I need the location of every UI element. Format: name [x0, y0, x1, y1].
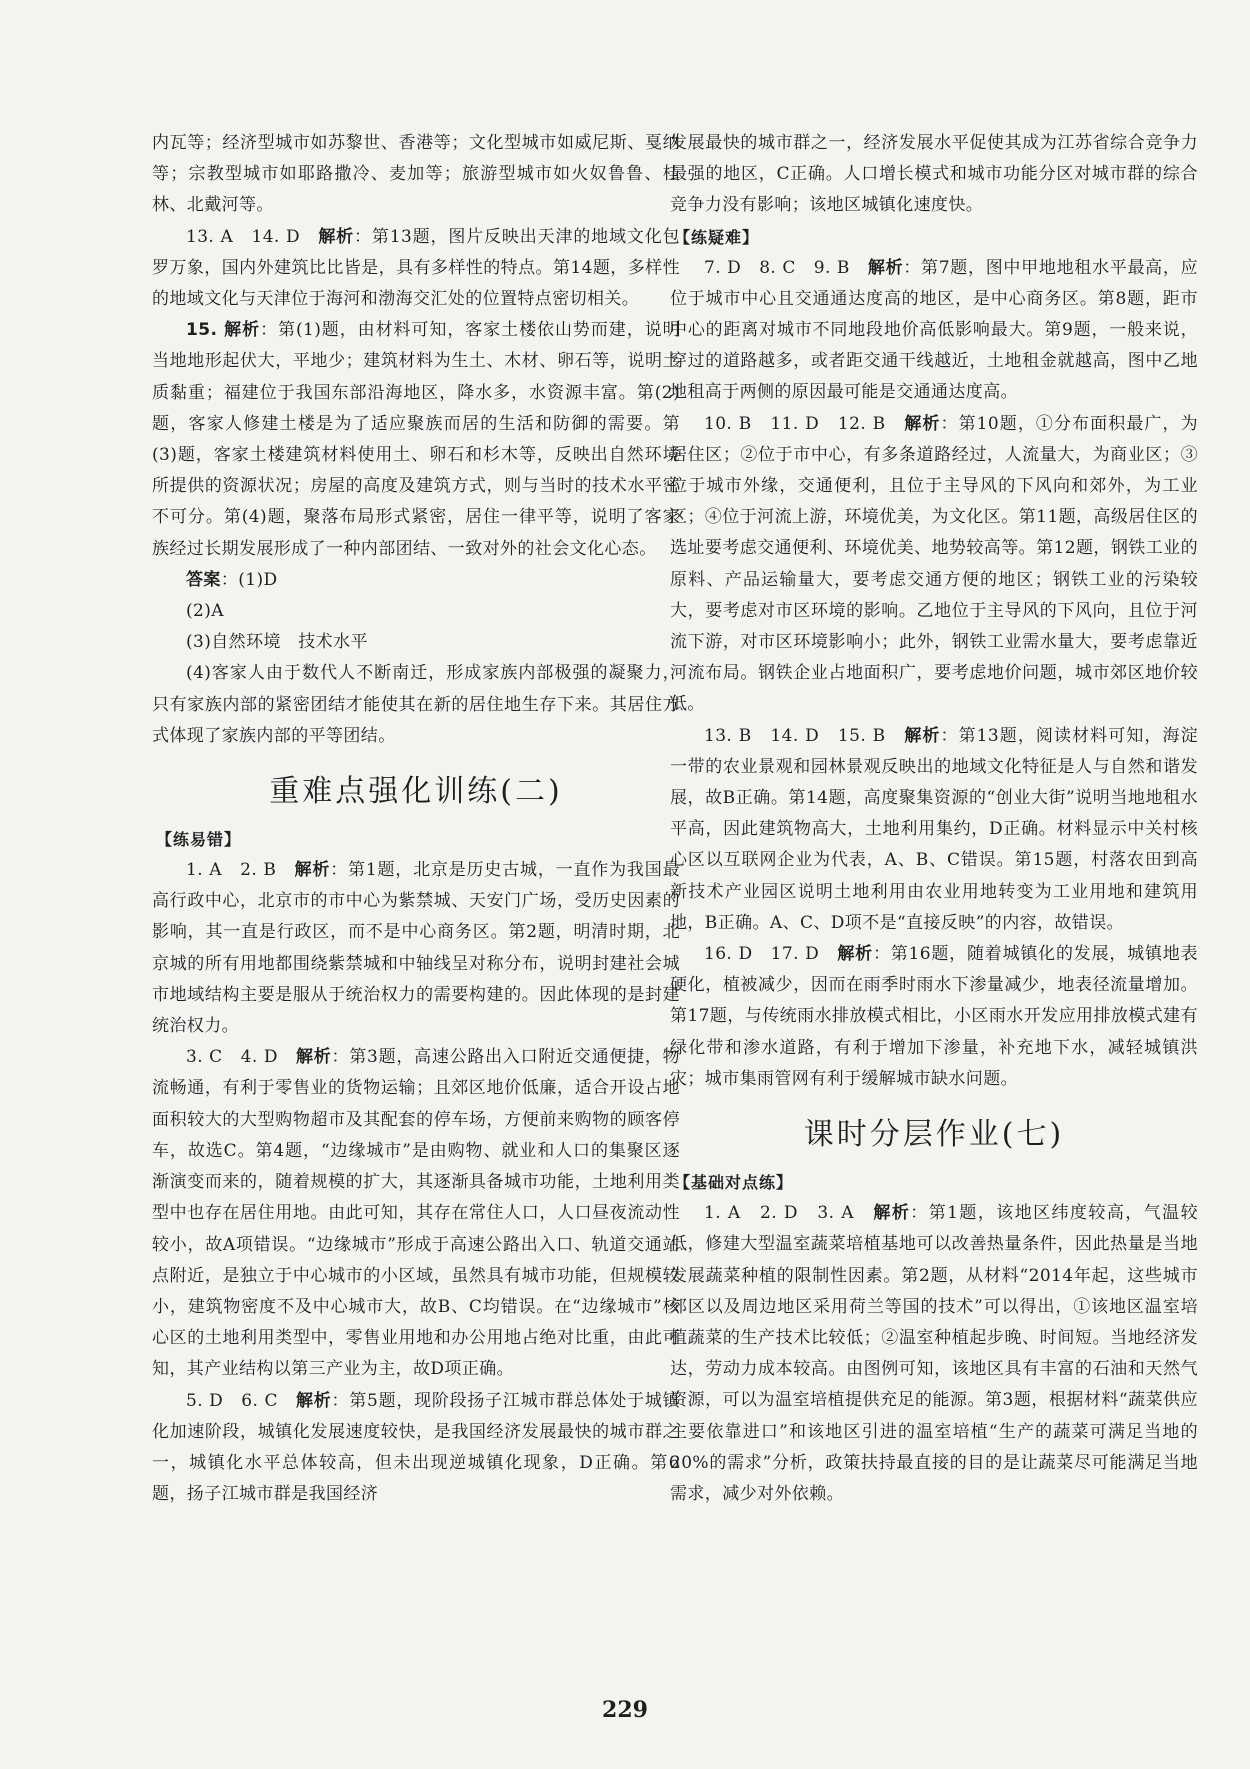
answer-keys: 13. B 14. D 15. B: [704, 725, 886, 746]
section-tag: 【基础对点练】: [674, 1173, 794, 1193]
right-column: [670, 128, 1198, 1510]
paragraph: 内瓦等；经济型城市如苏黎世、香港等；文化型城市如威尼斯、戛纳等；宗教型城市如耶路撒冷、麦加等；旅游型城市如火奴鲁鲁、桂林、北戴河等。: [152, 133, 680, 216]
paragraph: 发展最快的城市群之一，经济发展水平促使其成为江苏省综合竞争力最强的地区，C正确。人口增长模式和城市功能分区对城市群的综合竞争力没有影响；该地区城镇化速度快。: [670, 133, 1198, 216]
analysis-text: ：第16题，随着城镇化的发展，城镇地表硬化，植被减少，因而在雨季时雨水下渗量减少，地表径流量增加。第17题，与传统雨水排放模式相比，小区雨水开发应用排放模式建有绿化带和渗水道路，有利于增加下渗量，补充地下水，减轻城镇洪灾；城市集雨管网有利于缓解城市缺水问题。: [670, 944, 1198, 1089]
answer-text: ：(1)D: [220, 569, 278, 590]
answer-line: (3)自然环境 技术水平: [186, 632, 368, 653]
analysis-text: ：第1题，北京是历史古城，一直作为我国最高行政中心，北京市的市中心为紫禁城、天安门广场，受历史因素的影响，其一直是行政区，而不是中心商务区。第2题，明清时期，北京城的所有用地都围绕紫禁城和中轴线呈对称分布，说明封建社会城市地域结构主要是服从于统治权力的需要构建的。因此体现的是封建统治权力。: [152, 860, 680, 1037]
analysis-label: 解析: [296, 1047, 332, 1068]
analysis-text: ：第3题，高速公路出入口附近交通便捷，物流畅通，有利于零售业的货物运输；且郊区地价低廉，适合开设占地面积较大的大型购物超市及其配套的停车场，方便前来购物的顾客停车，故选C。第4题，“边缘城市”是由购物、就业和人口的集聚区逐渐演变而来的，随着规模的扩大，其逐渐具备城市功能，土地利用类型中也存在居住用地。由此可知，其存在常住人口，人口昼夜流动性较小，故A项错误。“边缘城市”形成于高速公路出入口、轨道交通站点附近，是独立于中心城市的小区域，虽然具有城市功能，但规模较小，建筑物密度不及中心城市大，故B、C均错误。在“边缘城市”核心区的土地利用类型中，零售业用地和办公用地占绝对比重，由此可知，其产业结构以第三产业为主，故D项正确。: [152, 1047, 680, 1380]
answer-keys: 5. D 6. C: [186, 1390, 278, 1411]
analysis-label: 解析: [867, 257, 904, 278]
answer-16-17: [670, 939, 1198, 1095]
answer-keys: 10. B 11. D 12. B: [704, 413, 886, 434]
analysis-label: 解析: [873, 1203, 911, 1224]
answer-1-2: [152, 855, 680, 1042]
analysis-label: 解析: [837, 944, 873, 965]
answer-13-14: [152, 222, 680, 316]
analysis-text: ：第7题，图中甲地地租水平最高，应位于城市中心且交通通达度高的地区，是中心商务区。第8题，距市中心的距离对城市不同地段地价高低影响最大。第9题，一般来说，穿过的道路越多，或者距交通干线越近，土地租金就越高，图中乙地地租高于两侧的原因最可能是交通通达度高。: [670, 257, 1198, 403]
answer-5-6: [152, 1386, 680, 1511]
section-tag: 【练易错】: [156, 830, 242, 850]
answer-line: (2)A: [186, 601, 224, 622]
answer-keys: 1. A 2. D 3. A: [704, 1203, 854, 1224]
analysis-label: 解析: [318, 226, 355, 247]
answer-13-15: [670, 721, 1198, 939]
analysis-label: 解析: [294, 860, 331, 881]
analysis-text: ：第13题，图片反映出天津的地域文化包罗万象，国内外建筑比比皆是，具有多样性的特点。第14题，多样性的地域文化与天津位于海河和渤海交汇处的位置特点密切相关。: [152, 226, 681, 310]
section-title: 课时分层作业(七): [803, 1117, 1065, 1153]
answer-keys: 13. A 14. D: [186, 226, 301, 247]
page-number: 229: [602, 1697, 648, 1723]
analysis-label: 解析: [904, 413, 941, 434]
analysis-text: ：第10题，①分布面积最广，为居住区；②位于市中心，有多条道路经过，人流量大，为商业区；③位于城市外缘，交通便利，且位于主导风的下风向和郊外，为工业区；④位于河流上游，环境优美，为文化区。第11题，高级居住区的选址要考虑交通便利、环境优美、地势较高等。第12题，钢铁工业的原料、产品运输量大，要考虑交通方便的地区；钢铁工业的污染较大，要考虑对市区环境的影响。乙地位于主导风的下风向，且位于河流下游，对市区环境影响小；此外，钢铁工业需水量大，要考虑靠近河流布局。钢铁企业占地面积广，要考虑地价问题，城市郊区地价较低。: [670, 413, 1199, 715]
section-tag: 【练疑难】: [674, 227, 760, 247]
answer-3-4: [152, 1042, 680, 1385]
section-title: 重难点强化训练(二): [269, 774, 563, 810]
analysis-text: ：第5题，现阶段扬子江城市群总体处于城镇化加速阶段，城镇化发展速度较快，是我国经济发展最快的城市群之一，城镇化水平总体较高，但未出现逆城镇化现象，D正确。第6题，扬子江城市群是我国经济: [152, 1390, 680, 1505]
answer-label: 答案: [186, 569, 221, 590]
left-column: [152, 128, 680, 1510]
answer-keys: 1. A 2. B: [186, 860, 277, 881]
analysis-label: 15. 解析: [186, 320, 261, 341]
analysis-text: ：第13题，阅读材料可知，海淀一带的农业景观和园林景观反映出的地域文化特征是人与自然和谐发展，故B正确。第14题，高度聚集资源的“创业大街”说明当地地租水平高，因此建筑物高大，土地利用集约，D正确。材料显示中关村核心区以互联网企业为代表，A、B、C错误。第15题，村落农田到高新技术产业园区说明土地利用由农业用地转变为工业用地和建筑用地，B正确。A、C、D项不是“直接反映”的内容，故错误。: [670, 725, 1199, 933]
answer-10-12: [670, 409, 1198, 721]
answer-keys: 16. D 17. D: [704, 944, 820, 965]
answer-line: (4)客家人由于数代人不断南迁，形成家族内部极强的凝聚力，只有家族内部的紧密团结才能使其在新的居住地生存下来。其居住方式体现了家族内部的平等团结。: [152, 663, 680, 746]
answer-keys: 7. D 8. C 9. B: [704, 257, 850, 278]
answer-15: [152, 315, 680, 565]
answer-7-9: [670, 253, 1198, 409]
answer-keys: 3. C 4. D: [186, 1047, 278, 1068]
analysis-text: ：第1题，该地区纬度较高，气温较低，修建大型温室蔬菜培植基地可以改善热量条件，因此热量是当地发展蔬菜种植的限制性因素。第2题，从材料“2014年起，这些城市郊区以及周边地区采用荷兰等国的技术”可以得出，①该地区温室培植蔬菜的生产技术比较低；②温室种植起步晚、时间短。当地经济发达，劳动力成本较高。由图例可知，该地区具有丰富的石油和天然气资源，可以为温室培植提供充足的能源。第3题，根据材料“蔬菜供应主要依靠进口”和该地区引进的温室培植“生产的蔬菜可满足当地的20%的需求”分析，政策扶持最直接的目的是让蔬菜尽可能满足当地需求，减少对外依赖。: [670, 1203, 1199, 1504]
answer-block: [152, 565, 680, 596]
analysis-label: 解析: [296, 1390, 332, 1411]
analysis-label: 解析: [904, 725, 941, 746]
analysis-text: ：第(1)题，由材料可知，客家土楼依山势而建，说明当地地形起伏大，平地少；建筑材料为生土、木材、卵石等，说明土质黏重；福建位于我国东部沿海地区，降水多，水资源丰富。第(2)题，客家人修建土楼是为了适应聚族而居的生活和防御的需要。第(3)题，客家土楼建筑材料使用土、卵石和杉木等，反映出自然环境所提供的资源状况；房屋的高度及建筑方式，则与当时的技术水平密不可分。第(4)题，聚落布局形式紧密，居住一律平等，说明了客家族经过长期发展形成了一种内部团结、一致对外的社会文化心态。: [152, 320, 680, 559]
answer-1-3: [670, 1198, 1198, 1510]
